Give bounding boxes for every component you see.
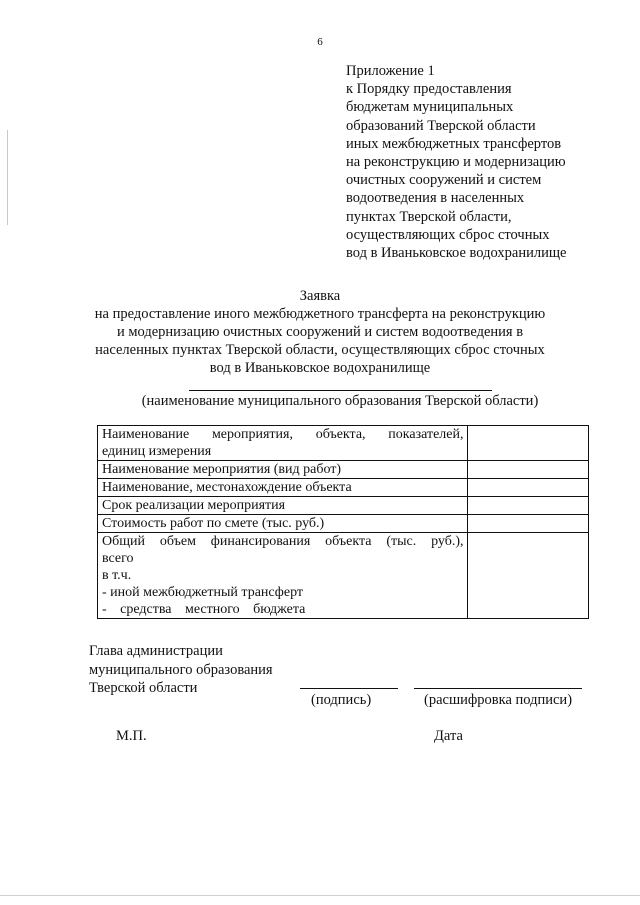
- signature-decryption-field[interactable]: [414, 688, 582, 689]
- table-row: [98, 533, 589, 619]
- appendix-line: осуществляющих сброс сточных: [346, 226, 550, 243]
- request-subtitle-line: вод в Иваньковское водохранилище: [209, 360, 431, 376]
- row-label-line: единиц измерения: [102, 444, 212, 459]
- request-title-block: [0, 287, 640, 377]
- row-label-line: Наименование мероприятия, объекта, показателей,: [102, 427, 464, 442]
- row-value-cell[interactable]: [468, 497, 589, 515]
- scan-edge-mark: [0, 895, 640, 896]
- appendix-line: к Порядку предоставления: [346, 81, 512, 98]
- scan-edge-mark: [7, 130, 8, 225]
- appendix-line: бюджетам муниципальных: [346, 99, 514, 116]
- row-label-line: - средства местного бюджета: [102, 602, 306, 617]
- table-row: [98, 426, 589, 461]
- head-of-administration: [89, 642, 273, 698]
- row-label: [98, 533, 468, 619]
- row-value-cell[interactable]: [468, 426, 589, 461]
- row-label-line: Стоимость работ по смете (тыс. руб.): [102, 516, 325, 531]
- table-row: [98, 479, 589, 497]
- row-label-line: в т.ч.: [102, 568, 132, 583]
- request-subtitle-line: и модернизацию очистных сооружений и систем водоотведения в: [116, 324, 524, 340]
- head-title-line: муниципального образования: [89, 661, 273, 678]
- stamp-label: М.П.: [116, 728, 147, 744]
- municipality-caption: (наименование муниципального образования Тверской области): [141, 393, 539, 409]
- row-value-cell[interactable]: [468, 461, 589, 479]
- date-label: Дата: [434, 728, 463, 744]
- appendix-line: образований Тверской области: [346, 117, 536, 134]
- row-label: [98, 426, 468, 461]
- appendix-title: Приложение 1: [346, 63, 435, 79]
- signature-field[interactable]: [300, 688, 398, 689]
- appendix-line: на реконструкцию и модернизацию: [346, 154, 566, 171]
- row-label: [98, 497, 468, 515]
- row-label: [98, 461, 468, 479]
- appendix-line: водоотведения в населенных: [346, 190, 525, 207]
- row-value-cell[interactable]: [468, 515, 589, 533]
- signature-caption: (подпись): [311, 692, 372, 708]
- row-label: [98, 479, 468, 497]
- row-label-line: Наименование мероприятия (вид работ): [102, 462, 342, 477]
- request-subtitle-line: на предоставление иного межбюджетного трансферта на реконструкцию: [94, 306, 546, 322]
- head-title-line: Глава администрации: [89, 643, 223, 659]
- appendix-line: иных межбюджетных трансфертов: [346, 135, 562, 152]
- row-label: [98, 515, 468, 533]
- table-row: [98, 497, 589, 515]
- municipality-name-field[interactable]: [189, 390, 492, 391]
- appendix-block: [346, 62, 616, 262]
- head-title-line: Тверской области: [89, 680, 198, 696]
- page-number: 6: [317, 36, 323, 48]
- appendix-line: вод в Иваньковское водохранилище: [346, 245, 567, 262]
- request-heading: Заявка: [299, 288, 341, 304]
- appendix-line: пунктах Тверской области,: [346, 208, 512, 225]
- table-row: [98, 461, 589, 479]
- row-value-cell[interactable]: [468, 479, 589, 497]
- row-label-line: Наименование, местонахождение объекта: [102, 480, 352, 495]
- request-subtitle-line: населенных пунктах Тверской области, осуществляющих сброс сточных: [95, 342, 545, 358]
- request-table: [97, 425, 589, 619]
- row-label-line: Общий объем финансирования объекта (тыс. руб.),: [102, 534, 464, 549]
- signature-decryption-caption: (расшифровка подписи): [424, 692, 573, 708]
- appendix-line: очистных сооружений и систем: [346, 172, 542, 189]
- table-row: [98, 515, 589, 533]
- row-label-line: - иной межбюджетный трансферт: [102, 585, 304, 600]
- row-label-line: Срок реализации мероприятия: [102, 498, 286, 513]
- row-value-cell[interactable]: [468, 533, 589, 619]
- row-label-line: всего: [102, 551, 134, 566]
